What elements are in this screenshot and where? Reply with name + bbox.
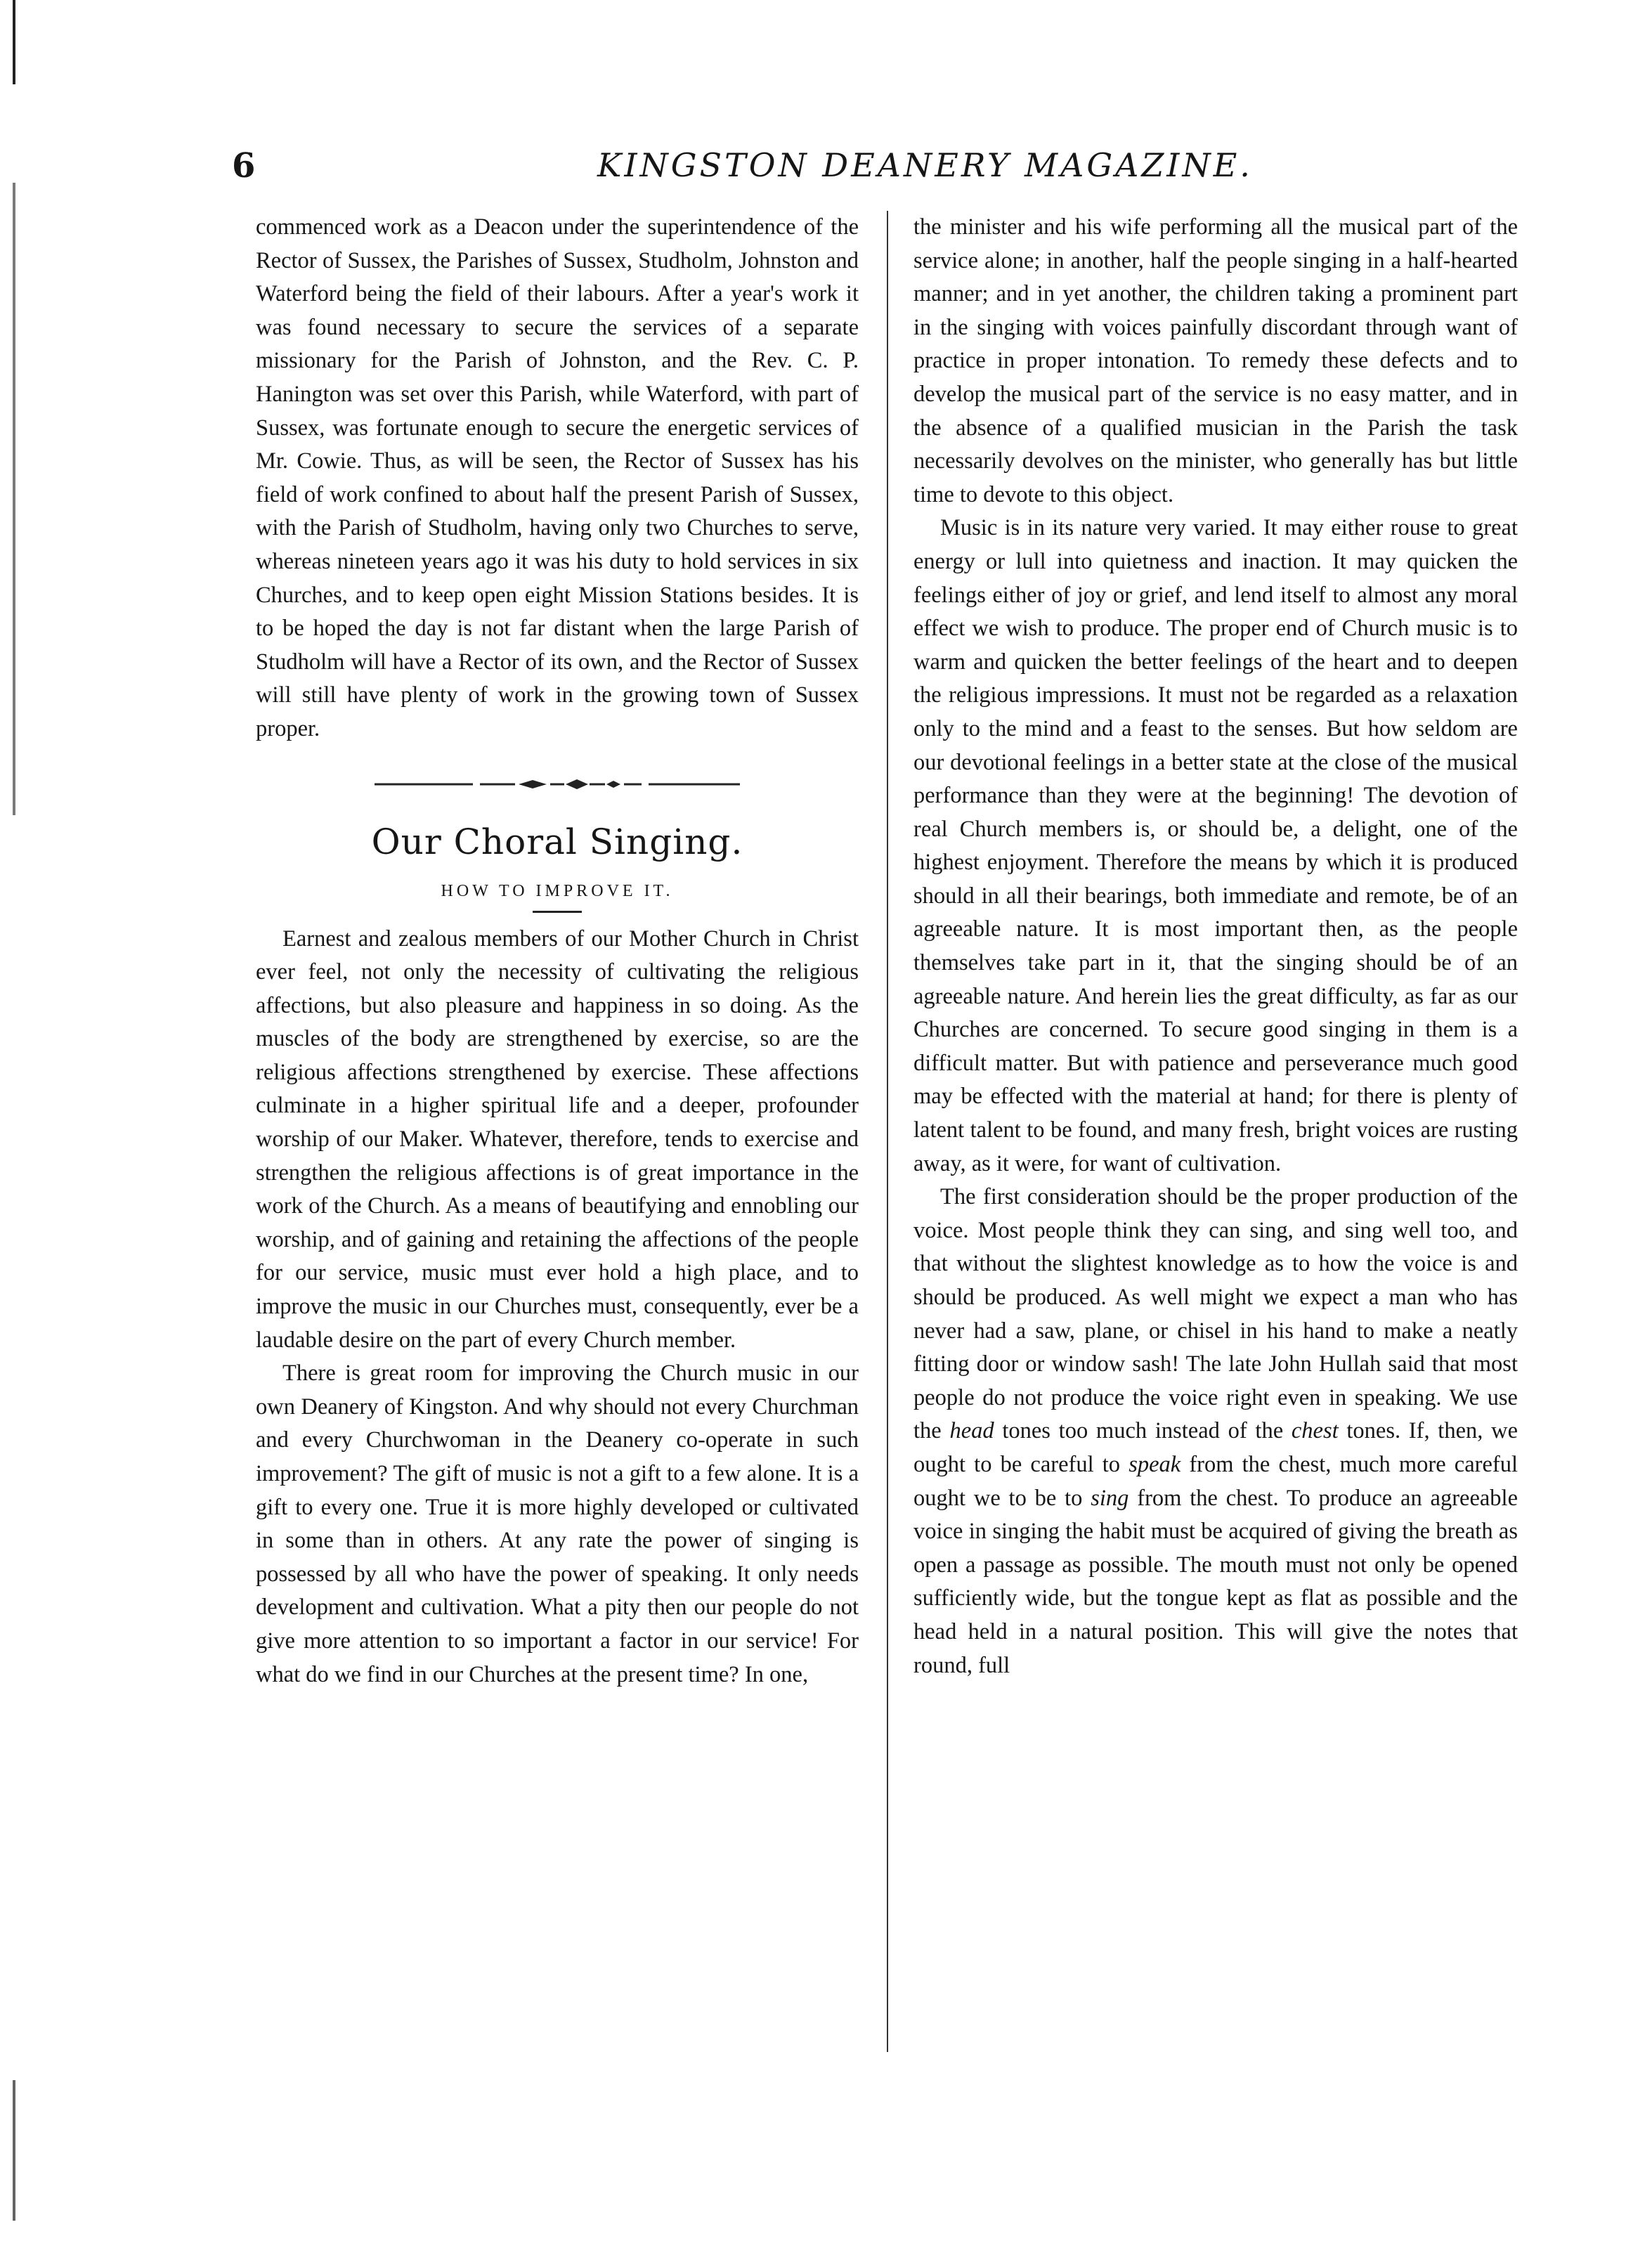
section-title: Our Choral Singing. <box>371 821 743 862</box>
scan-edge-mark <box>13 2080 15 2221</box>
paragraph-text: from the chest, much more careful ought we to be to <box>913 1451 1518 1511</box>
body-paragraph: Music is in its nature very varied. It may either rouse to great energy or lull into quietness and inaction. It may quicken the feelings either of joy or grief, and lend itself to almost any moral effect we wish to produce. The proper end of Church music is to warm and quicken the better feelings of the heart and to deepen the religious impressions. It must not be regarded as a relaxation only to the mind and a feast to the senses. But how seldom are our devotional feelings in a better state at the close of the musical performance than they were at the beginning! The devotion of real Church members is, or should be, a delight, one of the highest enjoyment. Therefore the means by which it is produced should in all their bearings, both immediate and remote, be of an agreeable nature. It is most important then, as the people themselves take part in it, that the singing should be of an agreeable nature. And herein lies the great difficulty, as far as our Churches are concerned. To secure good singing in them is a difficult matter. But with patience and perseverance much good may be effected with the material at hand; for there is plenty of latent talent to be found, and many fresh, bright voices are rusting away, as it were, for want of cultivation. <box>913 515 1518 1176</box>
emphasis-chest: chest <box>1291 1418 1339 1444</box>
right-column <box>913 211 1518 1682</box>
paragraph-text: from the chest. To produce an agreeable voice in singing the habit must be acquired of giving the breath as open a passage as possible. The mouth must not only be opened sufficiently wide, but the tongue kept as flat as possible and the head held in a natural position. This will give the notes that round, full <box>913 1485 1518 1678</box>
page-header <box>232 146 1518 195</box>
page-number: 6 <box>232 146 256 186</box>
body-paragraph: Earnest and zealous members of our Mother Church in Christ ever feel, not only the necessity of cultivating the religious affections, but also pleasure and happiness in so doing. As the muscles of the body are strengthened by exercise, so are the religious affections strengthened by exercise. These affections culminate in a higher spiritual life and a deeper, profounder worship of our Maker. Whatever, therefore, tends to exercise and strengthen the religious affections is of great importance in the work of the Church. As a means of beautifying and ennobling our worship, and of gaining and retaining the affections of the people for our service, music must ever hold a high place, and to improve the music in our Churches must, consequently, ever be a laudable desire on the part of every Church member. <box>256 926 859 1353</box>
paragraph-text: tones too much instead of the <box>994 1418 1292 1444</box>
body-paragraph: There is great room for improving the Church music in our own Deanery of Kingston. And why should not every Churchman and every Churchwoman in the Deanery co-operate in such improvement? The gift of music is not a gift to a few alone. It is a gift to every one. True it is more highly developed or cultivated in some than in others. At any rate the power of singing is possessed by all who have the power of speaking. It only needs development and cultivation. What a pity then our people do not give more attention to so important a factor in our service! For what do we find in our Churches at the present time? In one, <box>256 1361 859 1687</box>
scan-edge-mark <box>13 183 15 815</box>
column-divider <box>887 211 888 2052</box>
scan-edge-mark <box>13 0 15 84</box>
emphasis-head: head <box>949 1418 994 1444</box>
paragraph-text: The first consideration should be the proper production of the voice. Most people think they can sing, and sing well too, and that without the slightest knowledge as to how the voice is and should be produced. As well might we expect a man who has never had a saw, plane, or chisel in his hand to make a neatly fitting door or window sash! The late John Hullah said that most people do not produce the voice right even in speaking. We use the <box>913 1184 1518 1444</box>
intro-paragraph: commenced work as a Deacon under the superintendence of the Rector of Sussex, the Parishes of Sussex, Studholm, Johnston and Waterford being the field of their labours. After a year's work it was found necessary to secure the services of a separate missionary for the Parish of Johnston, and the Rev. C. P. Hanington was set over this Parish, while Waterford, with part of Sussex, was fortunate enough to secure the energetic services of Mr. Cowie. Thus, as will be seen, the Rector of Sussex has his field of work confined to about half the present Parish of Sussex, with the Parish of Studholm, having only two Churches to serve, whereas nineteen years ago it was his duty to hold services in six Churches, and to keep open eight Mission Stations besides. It is to be hoped the day is not far distant when the large Parish of Studholm will have a Rector of its own, and the Rector of Sussex will still have plenty of work in the growing town of Sussex proper. <box>256 214 859 741</box>
running-title: KINGSTON DEANERY MAGAZINE. <box>597 146 1253 184</box>
emphasis-sing: sing <box>1091 1485 1129 1511</box>
continued-paragraph: the minister and his wife performing all the musical part of the service alone; in another, half the people singing in a half-hearted manner; and in yet another, the children taking a prominent part in the singing with voices painfully discordant through want of practice in proper intonation. To remedy these defects and to develop the musical part of the service is no easy matter, and in the absence of a qualified musician in the Parish the task necessarily devolves on the minister, who generally has but little time to devote to this object. <box>913 214 1518 507</box>
section-subtitle: HOW TO IMPROVE IT. <box>441 881 674 900</box>
body-paragraph <box>913 1181 1518 1682</box>
ornamental-divider <box>375 777 740 791</box>
emphasis-speak: speak <box>1129 1451 1181 1477</box>
left-column <box>256 211 859 1692</box>
paragraph-text: tones. If, then, we ought to be careful to <box>913 1418 1518 1477</box>
subtitle-rule <box>533 911 582 913</box>
